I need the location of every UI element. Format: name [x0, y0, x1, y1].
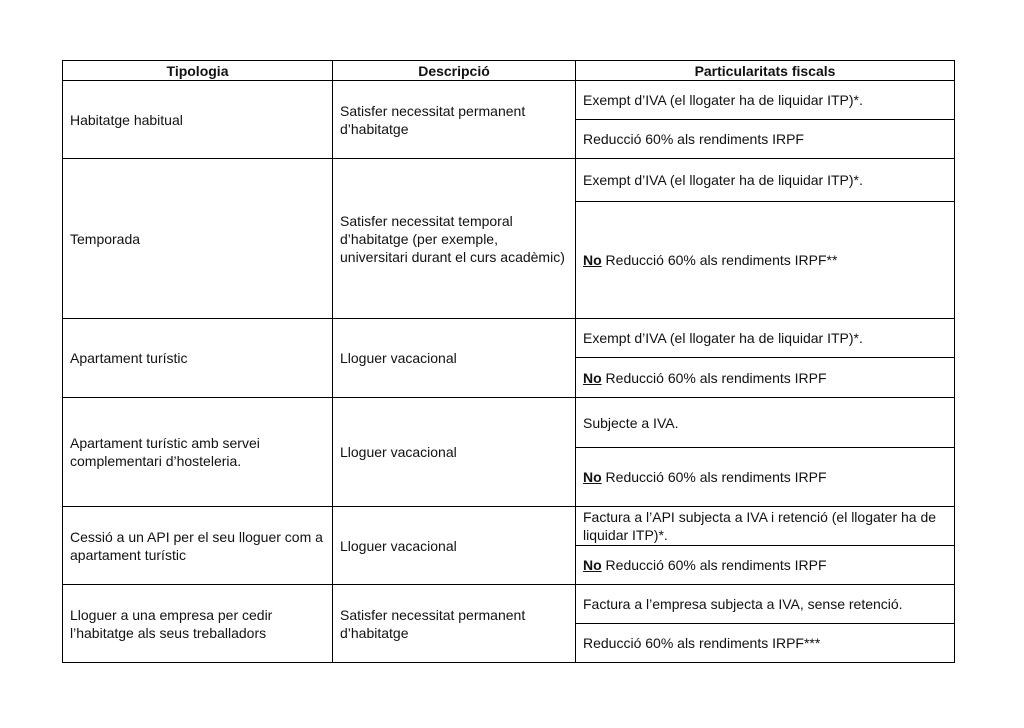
cell-tipologia: Temporada — [63, 159, 333, 319]
cell-descripcio: Lloguer vacacional — [333, 507, 576, 585]
fiscal-negation: No — [583, 469, 602, 485]
fiscal-text: Exempt d’IVA (el llogater ha de liquidar ITP)*. — [583, 92, 863, 108]
table-row — [63, 319, 955, 358]
fiscal-table — [62, 60, 955, 663]
cell-fiscal — [576, 202, 955, 319]
cell-tipologia: Habitatge habitual — [63, 81, 333, 159]
fiscal-text: Reducció 60% als rendiments IRPF — [583, 131, 804, 147]
cell-descripcio: Lloguer vacacional — [333, 319, 576, 398]
fiscal-negation: No — [583, 252, 602, 268]
header-tipologia: Tipologia — [63, 61, 333, 81]
cell-tipologia: Cessió a un API per el seu lloguer com a apartament turístic — [63, 507, 333, 585]
table-row — [63, 585, 955, 624]
cell-fiscal — [576, 81, 955, 120]
fiscal-text: Exempt d’IVA (el llogater ha de liquidar ITP)*. — [583, 330, 863, 346]
cell-fiscal — [576, 585, 955, 624]
header-descripcio: Descripció — [333, 61, 576, 81]
cell-descripcio: Satisfer necessitat temporal d’habitatge (per exemple, universitari durant el curs acadèmic) — [333, 159, 576, 319]
table-row — [63, 81, 955, 120]
fiscal-text: Reducció 60% als rendiments IRPF — [601, 469, 827, 485]
cell-descripcio: Satisfer necessitat permanent d’habitatge — [333, 585, 576, 663]
cell-fiscal — [576, 358, 955, 398]
cell-fiscal — [576, 120, 955, 159]
fiscal-text: Exempt d’IVA (el llogater ha de liquidar ITP)*. — [583, 172, 863, 188]
fiscal-negation: No — [583, 557, 602, 573]
cell-fiscal — [576, 507, 955, 546]
table-row — [63, 159, 955, 202]
cell-fiscal — [576, 159, 955, 202]
fiscal-text: Reducció 60% als rendiments IRPF — [601, 369, 827, 386]
table-row — [63, 398, 955, 448]
cell-tipologia: Apartament turístic amb servei complementari d’hosteleria. — [63, 398, 333, 507]
fiscal-text: Subjecte a IVA. — [583, 414, 679, 431]
cell-fiscal — [576, 448, 955, 507]
header-particularitats: Particularitats fiscals — [576, 61, 955, 81]
fiscal-text: Factura a l’empresa subjecta a IVA, sense retenció. — [583, 596, 903, 612]
header-row — [63, 61, 955, 81]
cell-fiscal — [576, 398, 955, 448]
cell-fiscal — [576, 546, 955, 585]
fiscal-text: Reducció 60% als rendiments IRPF** — [601, 252, 838, 268]
fiscal-text: Reducció 60% als rendiments IRPF*** — [583, 635, 821, 651]
cell-fiscal — [576, 624, 955, 663]
cell-descripcio: Lloguer vacacional — [333, 398, 576, 507]
cell-descripcio: Satisfer necessitat permanent d’habitatge — [333, 81, 576, 159]
fiscal-text: Factura a l’API subjecta a IVA i retenció (el llogater ha de liquidar ITP)*. — [583, 509, 937, 543]
cell-tipologia: Lloguer a una empresa per cedir l’habitatge als seus treballadors — [63, 585, 333, 663]
cell-fiscal — [576, 319, 955, 358]
fiscal-negation: No — [583, 369, 602, 386]
table-row — [63, 507, 955, 546]
fiscal-text: Reducció 60% als rendiments IRPF — [601, 557, 827, 573]
cell-tipologia: Apartament turístic — [63, 319, 333, 398]
